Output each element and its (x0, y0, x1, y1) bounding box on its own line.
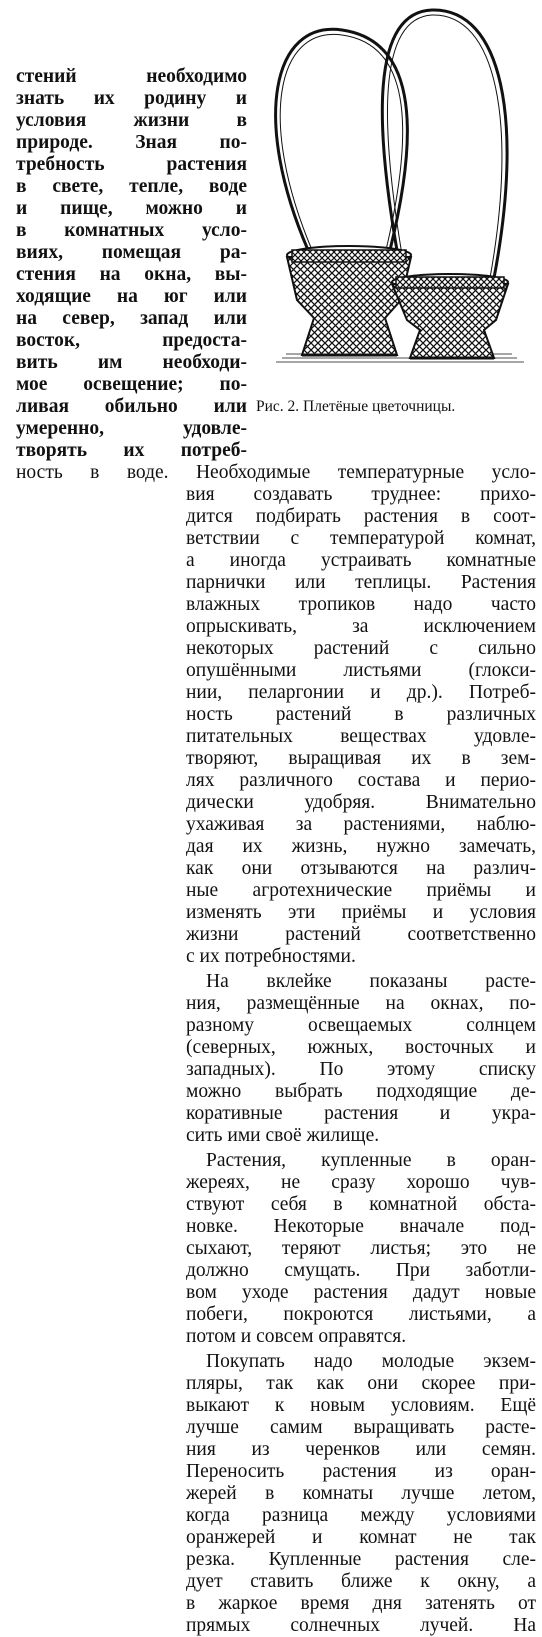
text-line: ливая обильно или (16, 396, 247, 417)
text-line: стения на окна, вы- (16, 264, 247, 285)
text-line: вить им необходи- (16, 352, 247, 373)
text-line: природе. Зная по- (16, 132, 247, 153)
text-line: когда разница между условиями (186, 1505, 536, 1526)
text-line: стений необходимо (16, 66, 247, 87)
text-line: умеренно, удовле- (16, 418, 247, 439)
text-line: коративные растения и укра- (186, 1103, 536, 1124)
text-line: парнички или теплицы. Растения (186, 572, 536, 593)
text-line: оранжерей и комнат не так (186, 1527, 536, 1548)
text-line: ветствии с температурой комнат, (186, 528, 536, 549)
text-line: жизни растений соответственно (186, 924, 536, 945)
text-line: ность растений в различных (186, 704, 536, 725)
text-line: выкают к новым условиям. Ещё (186, 1395, 536, 1416)
text-line: ность в воде. Необходимые температурные усло- (16, 462, 536, 483)
text-line: побеги, покроются листьями, а (186, 1304, 536, 1325)
right-basket-body (392, 274, 508, 358)
text-line: с их потребностями. (186, 946, 356, 967)
text-line: ухаживая за растениями, наблю- (186, 814, 536, 835)
text-line: опрыскивать, за исключением (186, 616, 536, 637)
text-line: мое освещение; по- (16, 374, 247, 395)
text-line: жерей в комнаты лучше летом, (186, 1483, 536, 1504)
text-line: знать их родину и (16, 88, 247, 109)
text-line: творять их потреб- (16, 440, 247, 461)
text-line: сить ими своё жилище. (186, 1125, 380, 1146)
text-line: в свете, тепле, воде (16, 176, 247, 197)
text-line: Растения, купленные в оран- (206, 1150, 536, 1171)
text-line: на север, запад или (16, 308, 247, 329)
text-line: вия создавать труднее: прихо- (186, 484, 536, 505)
text-line: ния, размещённые на окнах, по- (186, 993, 536, 1014)
text-line: восток, предоста- (16, 330, 247, 351)
text-line: На вклейке показаны расте- (206, 971, 536, 992)
text-line: дая их жизнь, нужно замечать, (186, 836, 536, 857)
text-line: новке. Некоторые вначале под- (186, 1216, 536, 1237)
text-line: виях, помещая ра- (16, 242, 247, 263)
text-line: можно выбрать подходящие де- (186, 1081, 536, 1102)
text-line: ния из черенков или семян. (186, 1439, 536, 1460)
text-line: лучше самим выращивать расте- (186, 1417, 536, 1438)
text-line: пляры, так как они скорее при- (186, 1373, 536, 1394)
text-line: в жаркое время дня затенять от (186, 1593, 536, 1614)
text-line: нии, пеларгонии и др.). Потреб- (186, 682, 536, 703)
text-line: в комнатных усло- (16, 220, 247, 241)
text-line: дически удобряя. Внимательно (186, 792, 536, 813)
text-line: питательных веществах удовле- (186, 726, 536, 747)
text-line: условия жизни в (16, 110, 247, 131)
wicker-baskets-illustration (262, 0, 542, 370)
text-line: изменять эти приёмы и условия (186, 902, 536, 923)
text-line: западных). По этому списку (186, 1059, 536, 1080)
text-line: должно смущать. При заботли- (186, 1260, 536, 1281)
text-line: дится подбирать растения в соот- (186, 506, 536, 527)
text-line: ные агротехнические приёмы и (186, 880, 536, 901)
text-line: прямых солнечных лучей. На (186, 1615, 536, 1636)
figure-caption: Рис. 2. Плетёные цветочницы. (256, 398, 456, 415)
text-line: резка. Купленные растения сле- (186, 1549, 536, 1570)
text-line: лях различного состава и перио- (186, 770, 536, 791)
text-line: сыхают, теряют листья; это не (186, 1238, 536, 1259)
text-line: дует ставить ближе к окну, а (186, 1571, 536, 1592)
text-line: творяют, выращивая их в зем- (186, 748, 536, 769)
left-basket-body (287, 246, 411, 355)
text-line: (северных, южных, восточных и (186, 1037, 536, 1058)
text-line: разному освещаемых солнцем (186, 1015, 536, 1036)
text-line: ходящие на юг или (16, 286, 247, 307)
text-line: опушёнными листьями (глокси- (186, 660, 536, 681)
text-line: влажных тропиков надо часто (186, 594, 536, 615)
text-line: Покупать надо молодые экзем- (206, 1351, 536, 1372)
text-line: ствуют себя в комнатной обста- (186, 1194, 536, 1215)
text-line: жереях, не сразу хорошо чув- (186, 1172, 536, 1193)
text-line: потом и совсем оправятся. (186, 1326, 407, 1347)
text-line: требность растения (16, 154, 247, 175)
text-line: вом уходе растения дадут новые (186, 1282, 536, 1303)
text-line: Переносить растения из оран- (186, 1461, 536, 1482)
text-line: а иногда устраивать комнатные (186, 550, 536, 571)
text-line: некоторых растений с сильно (186, 638, 536, 659)
right-basket-handle (382, 10, 507, 278)
text-line: и пище, можно и (16, 198, 247, 219)
text-line: как они отзываются на различ- (186, 858, 536, 879)
